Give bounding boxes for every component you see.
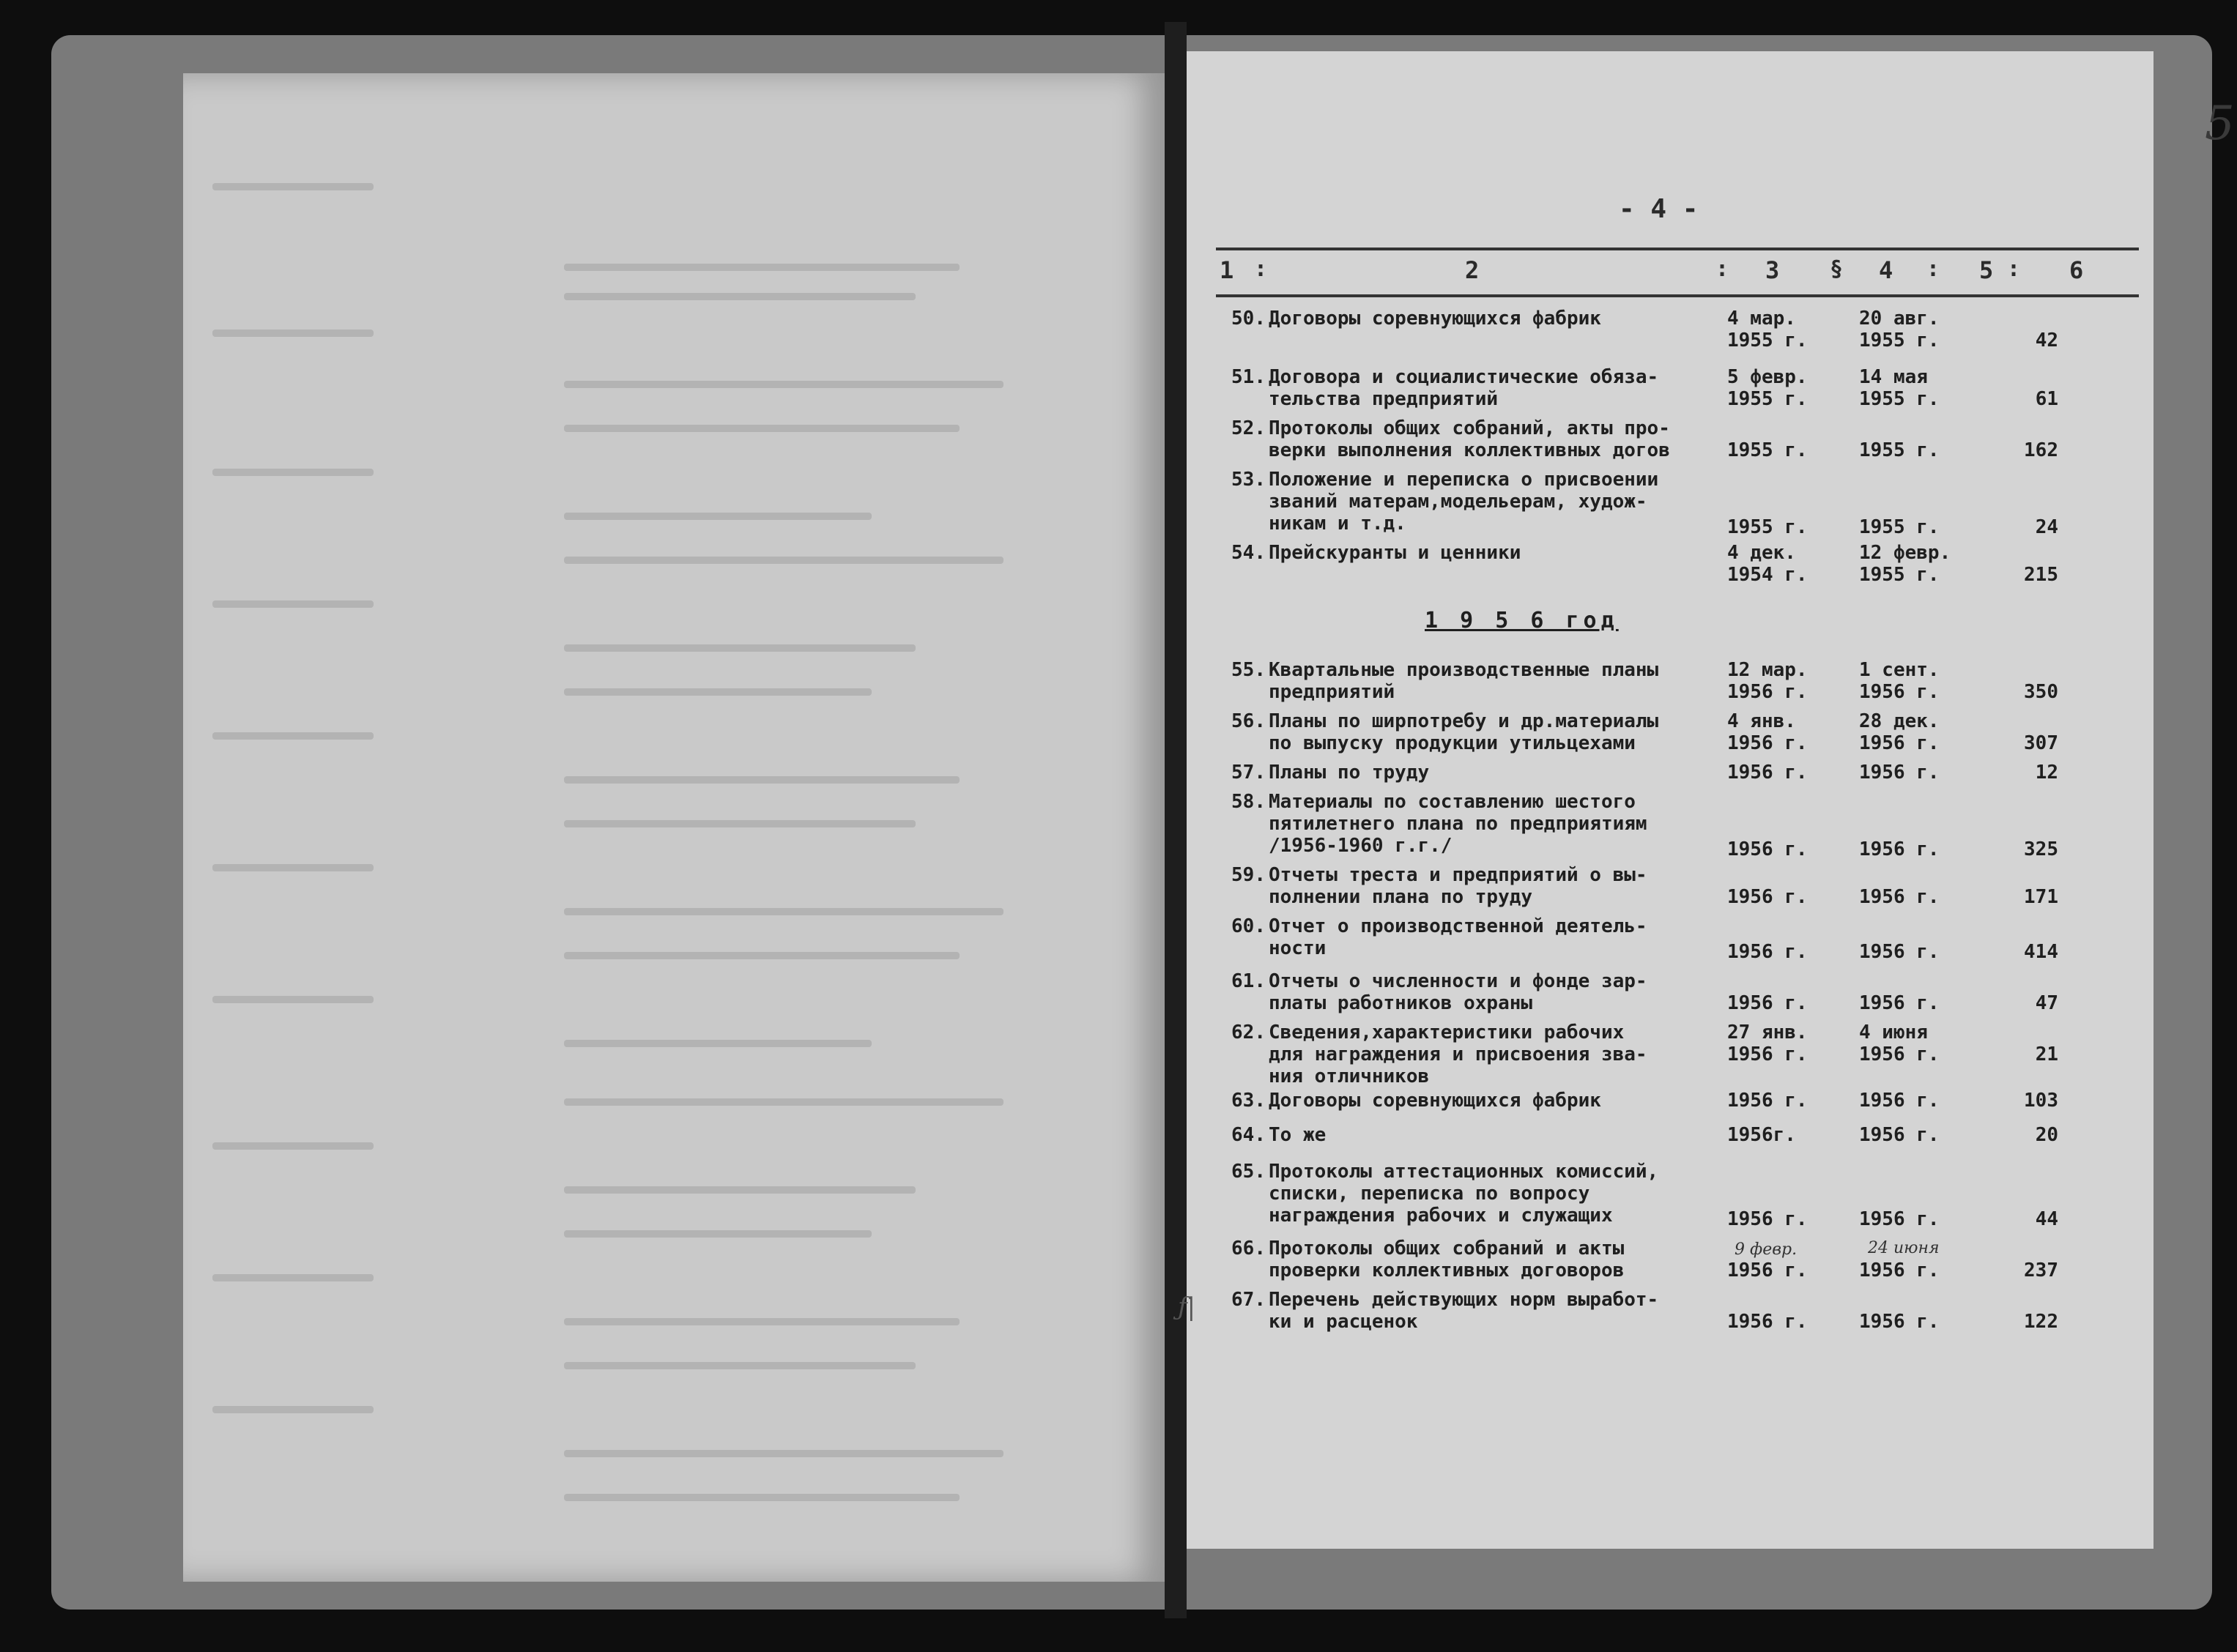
entry-title: Договоры соревнующихся фабрик [1269,1090,1601,1112]
entry-sheet-count: 20 [2035,1124,2058,1146]
entry-sheet-count: 307 [2024,732,2058,754]
entry-date-from: 1956 г. [1727,1260,1808,1281]
col-header-1: 1 [1220,256,1234,284]
entry-number: 54. [1231,542,1266,564]
bleed-through-line [564,1186,916,1194]
entry-date-from: 1956 г. [1727,941,1808,963]
bleed-through-line [564,425,960,432]
entry-date-from: 1956 г. [1727,1090,1808,1112]
entry-title: Отчет о производственной деятель- ности [1269,915,1647,959]
bleed-through-line [564,264,960,271]
entry-date-to: 1956 г. [1859,1208,1940,1230]
entry-title: Положение и переписка о присвоении званий матерам,модельерам, худож- никам и т.д. [1269,469,1659,535]
entry-title: Перечень действующих норм выработ- ки и расценок [1269,1289,1659,1333]
bleed-through-line [212,183,374,190]
entry-date-to: 1956 г. [1859,992,1940,1014]
entry-sheet-count: 103 [2024,1090,2058,1112]
entry-number: 64. [1231,1124,1266,1146]
entry-date-from: 1956 г. [1727,886,1808,908]
entry-number: 67. [1231,1289,1266,1311]
page-number: - 4 - [1619,194,1699,224]
entry-date-to: 1955 г. [1859,439,1940,461]
bleed-through-line [212,469,374,476]
entry-sheet-count: 61 [2035,388,2058,410]
entry-title: Договора и социалистические обяза- тельства предприятий [1269,366,1659,410]
entry-date-from: 4 янв. 1956 г. [1727,710,1808,754]
entry-number: 65. [1231,1161,1266,1183]
bleed-through-line [212,1274,374,1281]
bleed-through-line [564,1362,916,1369]
entry-date-to: 1956 г. [1859,1124,1940,1146]
entry-date-to: 1956 г. [1859,886,1940,908]
entry-title: Протоколы аттестационных комиссий, списки, переписка по вопросу награждения рабочих и служащих [1269,1161,1659,1227]
entry-date-to: 12 февр. 1955 г. [1859,542,1951,586]
archive-page-stamp: 5 [2205,97,2235,151]
entry-sheet-count: 350 [2024,681,2058,703]
entry-date-from: 27 янв. 1956 г. [1727,1022,1808,1065]
entry-sheet-count: 44 [2035,1208,2058,1230]
bleed-through-line [212,330,374,337]
col-header-5: 5 [1979,256,1994,284]
bleed-through-line [564,1318,960,1325]
entry-date-to: 28 дек. 1956 г. [1859,710,1940,754]
entry-date-to: 1 сент. 1956 г. [1859,659,1940,703]
col-separator: : [1715,256,1729,282]
entry-sheet-count: 215 [2024,564,2058,586]
entry-number: 51. [1231,366,1266,388]
entry-sheet-count: 171 [2024,886,2058,908]
entry-date-to: 1956 г. [1859,941,1940,963]
entry-date-to: 1956 г. [1859,1311,1940,1333]
entry-date-to: 4 июня 1956 г. [1859,1022,1940,1065]
bleed-through-line [212,864,374,871]
col-header-6: 6 [2069,256,2084,284]
margin-annotation-mark: ƒ| [1178,1292,1196,1322]
entry-date-to: 1956 г. [1859,838,1940,860]
entry-number: 52. [1231,417,1266,439]
col-header-4: 4 [1879,256,1893,284]
entry-date-from: 1955 г. [1727,439,1808,461]
col-separator: § [1830,256,1844,282]
bleed-through-line [564,557,1004,564]
entry-date-from: 1956 г. [1727,838,1808,860]
entry-number: 53. [1231,469,1266,491]
entry-number: 56. [1231,710,1266,732]
entry-date-from: 4 дек. 1954 г. [1727,542,1808,586]
bleed-through-line [564,1230,872,1238]
entry-sheet-count: 237 [2024,1260,2058,1281]
entry-date-to: 20 авг. 1955 г. [1859,308,1940,351]
entry-number: 50. [1231,308,1266,330]
col-separator: : [2007,256,2021,282]
entry-title: Планы по ширпотребу и др.материалы по выпуску продукции утильцехами [1269,710,1659,754]
entry-sheet-count: 12 [2035,762,2058,784]
entry-date-to: 14 мая 1955 г. [1859,366,1940,410]
entry-date-from: 4 мар. 1955 г. [1727,308,1808,351]
col-header-3: 3 [1765,256,1780,284]
entry-sheet-count: 414 [2024,941,2058,963]
bleed-through-line [564,1040,872,1047]
entry-sheet-count: 325 [2024,838,2058,860]
entry-date-from: 1955 г. [1727,516,1808,538]
bleed-through-line [212,732,374,740]
entry-date-to: 1956 г. [1859,1260,1940,1281]
entry-sheet-count: 21 [2035,1043,2058,1065]
bleed-through-line [564,381,1004,388]
entry-date-to: 1955 г. [1859,516,1940,538]
bleed-through-line [212,1406,374,1413]
bleed-through-line [564,952,960,959]
entry-date-from: 1956 г. [1727,1208,1808,1230]
entry-title: Отчеты треста и предприятий о вы- полнении плана по труду [1269,864,1647,908]
header-rule-top [1216,248,2139,250]
entry-title: Протоколы общих собраний и акты проверки коллективных договоров [1269,1238,1625,1281]
bleed-through-line [212,1142,374,1150]
column-headers [1187,256,2153,293]
bleed-through-line [564,908,1004,915]
entry-title: Договоры соревнующихся фабрик [1269,308,1601,330]
entry-number: 62. [1231,1022,1266,1043]
header-rule-bottom [1216,294,2139,297]
bleed-through-line [564,688,872,696]
left-page-faded [183,73,1165,1582]
entry-date-from: 12 мар. 1956 г. [1727,659,1808,703]
bleed-through-line [564,1494,960,1501]
col-separator: : [1926,256,1940,282]
entry-title: Квартальные производственные планы предприятий [1269,659,1659,703]
entry-date-from: 1956 г. [1727,992,1808,1014]
entry-sheet-count: 162 [2024,439,2058,461]
col-separator: : [1254,256,1268,282]
entry-number: 63. [1231,1090,1266,1112]
bleed-through-line [564,820,916,827]
entry-sheet-count: 122 [2024,1311,2058,1333]
entry-date-to: 1956 г. [1859,1090,1940,1112]
bleed-through-line [564,644,916,652]
handwritten-date-from: 9 февр. [1735,1240,1798,1259]
entry-number: 66. [1231,1238,1266,1260]
bleed-through-line [212,600,374,608]
entry-date-from: 5 февр. 1955 г. [1727,366,1808,410]
entry-title: Материалы по составлению шестого пятилетнего плана по предприятиям /1956-1960 г.г./ [1269,791,1647,857]
entry-date-from: 1956 г. [1727,1311,1808,1333]
entry-number: 58. [1231,791,1266,813]
entry-sheet-count: 47 [2035,992,2058,1014]
bleed-through-line [212,996,374,1003]
entry-sheet-count: 42 [2035,330,2058,351]
right-page [1178,51,2235,1549]
entry-title: Протоколы общих собраний, акты про- верки выполнения коллективных догов [1269,417,1670,461]
entry-date-from: 1956г. [1727,1124,1796,1146]
entry-date-to: 1956 г. [1859,762,1940,784]
col-header-2: 2 [1465,256,1480,284]
entry-sheet-count: 24 [2035,516,2058,538]
entry-title: Планы по труду [1269,762,1430,784]
entry-number: 61. [1231,970,1266,992]
entry-title: Отчеты о численности и фонде зар- платы работников охраны [1269,970,1647,1014]
entry-number: 60. [1231,915,1266,937]
bleed-through-line [564,776,960,784]
entry-date-from: 1956 г. [1727,762,1808,784]
handwritten-date-to: 24 июня [1868,1239,1940,1257]
bleed-through-line [564,1098,1004,1106]
bleed-through-line [564,513,872,520]
entry-title: Сведения,характеристики рабочих для награждения и присвоения зва- ния отличников [1269,1022,1647,1087]
entry-title: Прейскуранты и ценники [1269,542,1521,564]
entry-number: 59. [1231,864,1266,886]
bleed-through-line [564,293,916,300]
bleed-through-line [564,1450,1004,1457]
entry-number: 57. [1231,762,1266,784]
entry-number: 55. [1231,659,1266,681]
year-heading: 1 9 5 6 год [1425,608,1619,633]
book-spine [1165,22,1187,1618]
entry-title: То же [1269,1124,1327,1146]
